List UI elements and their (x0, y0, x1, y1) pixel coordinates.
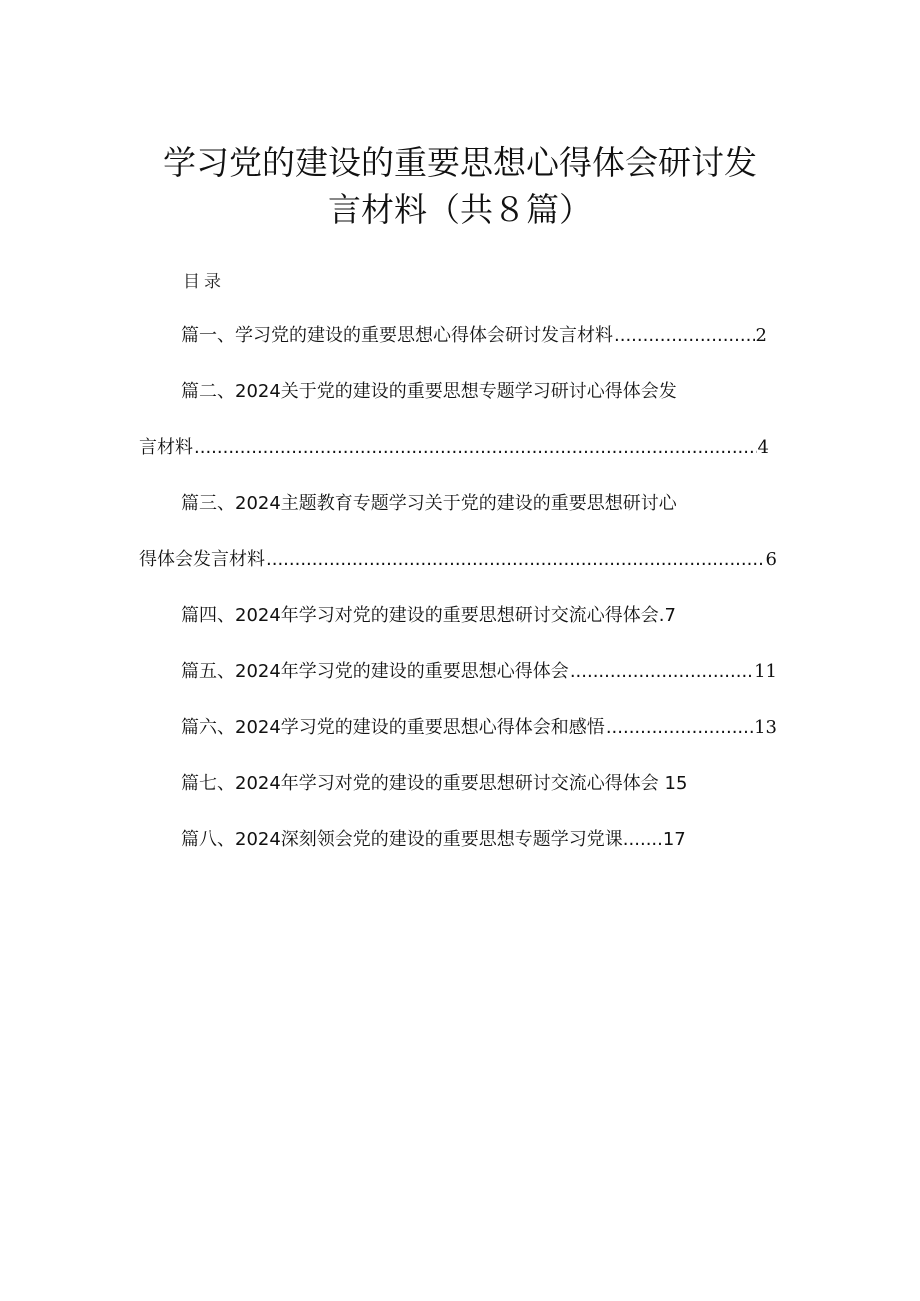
toc-entry-3-line-1[interactable] (181, 491, 781, 517)
toc-entry-text: 篇三、2024主题教育专题学习关于党的建设的重要思想研讨心 (181, 493, 677, 514)
toc-entry-text: 篇六、2024学习党的建设的重要思想心得体会和感悟 (181, 717, 605, 738)
toc-entry-4[interactable] (181, 603, 781, 629)
toc-page-number: 13 (754, 717, 777, 738)
toc-entry-8[interactable] (181, 827, 781, 853)
toc-page-number: 4 (757, 437, 769, 458)
toc-entry-7[interactable] (181, 771, 781, 797)
title-line-1: 学习党的建设的重要思想心得体会研讨发 (163, 143, 757, 182)
toc-entry-2-line-2[interactable] (139, 435, 769, 461)
toc-entry-6[interactable] (181, 715, 777, 741)
toc-leader-dots (266, 547, 765, 573)
toc-entry-text: 篇八、2024深刻领会党的建设的重要思想专题学习党课.......17 (181, 829, 686, 850)
toc-leader-dots (570, 659, 753, 685)
toc-leader-dots (194, 435, 757, 461)
toc-entry-text: 篇四、2024年学习对党的建设的重要思想研讨交流心得体会.7 (181, 605, 676, 626)
toc-entry-text: 篇五、2024年学习党的建设的重要思想心得体会 (181, 661, 569, 682)
toc-page-number: 6 (765, 549, 777, 570)
toc-entry-5[interactable] (181, 659, 777, 685)
toc-entry-3-line-2[interactable] (139, 547, 777, 573)
toc-entry-2-line-1[interactable] (181, 379, 781, 405)
toc-entry-text: 篇七、2024年学习对党的建设的重要思想研讨交流心得体会 15 (181, 773, 688, 794)
toc-entry-text: 篇一、学习党的建设的重要思想心得体会研讨发言材料 (181, 325, 613, 346)
toc-entry-text: 篇二、2024关于党的建设的重要思想专题学习研讨心得体会发 (181, 381, 677, 402)
toc-entry-1[interactable] (181, 323, 767, 349)
toc-entry-text: 言材料 (139, 437, 193, 458)
toc-page-number: 11 (754, 661, 777, 682)
toc-leader-dots (614, 323, 755, 349)
toc-heading: 目录 (183, 272, 225, 292)
toc-entry-text: 得体会发言材料 (139, 549, 265, 570)
toc-leader-dots (606, 715, 753, 741)
toc-page-number: 2 (755, 325, 767, 346)
title-line-2: 言材料（共８篇） (328, 190, 592, 229)
